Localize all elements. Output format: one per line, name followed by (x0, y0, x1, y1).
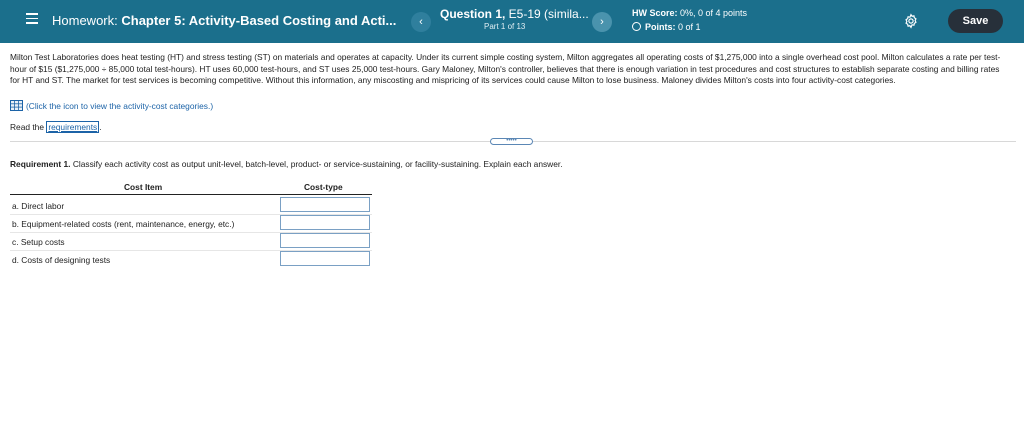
requirement-text: Classify each activity cost as output unit-level, batch-level, product- or service-sustaining, or facility-sustaining. Explain each answer. (70, 159, 563, 169)
table-row (0, 215, 380, 233)
question-number: Question 1, (440, 7, 506, 21)
requirement-1 (10, 159, 563, 169)
cost-type-input[interactable] (280, 197, 370, 212)
points-label: Points: (645, 22, 676, 32)
points (632, 22, 701, 32)
homework-title (52, 13, 396, 28)
table-grid-icon[interactable] (10, 100, 23, 111)
cost-item-label: b. Equipment-related costs (rent, maintenance, energy, etc.) (12, 219, 235, 229)
header-rule (10, 194, 372, 195)
circle-outline-icon (632, 22, 641, 31)
table-row (0, 233, 380, 251)
hamburger-menu-icon[interactable] (26, 13, 38, 24)
cost-item-label: d. Costs of designing tests (12, 255, 111, 265)
cost-type-input[interactable] (280, 215, 370, 230)
question-name: E5-19 (simila... (505, 7, 589, 21)
previous-question-button[interactable]: ‹ (411, 12, 431, 32)
chapter-title: Chapter 5: Activity-Based Costing and Acti... (121, 13, 397, 28)
cost-type-input[interactable] (280, 233, 370, 248)
requirements-link[interactable]: requirements (48, 122, 98, 132)
read-suffix: . (99, 122, 102, 132)
points-value: 0 of 1 (675, 22, 701, 32)
column-header-cost-type: Cost-type (304, 182, 343, 192)
cost-item-label: a. Direct labor (12, 201, 65, 211)
table-row (0, 251, 380, 269)
column-header-cost-item: Cost Item (124, 182, 163, 192)
activity-cost-categories-link-text[interactable]: (Click the icon to view the activity-cost categories.) (26, 101, 214, 111)
gear-icon[interactable] (903, 13, 919, 29)
hw-score-value: 0%, 0 of 4 points (677, 8, 748, 18)
requirement-label: Requirement 1. (10, 159, 71, 169)
read-prefix: Read the (10, 122, 47, 132)
read-requirements-line (10, 122, 102, 132)
question-title[interactable] (440, 7, 589, 21)
cost-item-label: c. Setup costs (12, 237, 65, 247)
expand-handle[interactable]: ••••• (490, 138, 533, 145)
top-bar (0, 0, 1024, 43)
cost-type-input[interactable] (280, 251, 370, 266)
table-row (0, 197, 380, 215)
next-question-button[interactable]: › (592, 12, 612, 32)
hw-score-label: HW Score: (632, 8, 678, 18)
hw-score (632, 8, 747, 18)
activity-cost-categories-link[interactable] (10, 100, 213, 111)
problem-text: Milton Test Laboratories does heat testing (HT) and stress testing (ST) on materials and operates at capacity. Under its current simple costing system, Milton aggregates all operating costs of $1,275,000 into a single overhead cost pool. Milton calculates a rate per test-hour of $15 ($1,275,000 ÷ 85,000 total test-hours). HT uses 60,000 test-hours, and ST uses 25,000 test-hours. Gary Maloney, Milton's controller, believes that there is enough variation in test procedures and cost structures to establish separate costing and billing rates for HT and ST. The market for test services is becoming competitive. Without this information, any miscosting and mispricing of its services could cause Milton to lose business. Maloney divides Milton's costs into four activity-cost categories. (10, 52, 1001, 85)
save-button[interactable]: Save (948, 9, 1003, 33)
question-part: Part 1 of 13 (484, 22, 526, 31)
homework-prefix: Homework: (52, 13, 118, 28)
